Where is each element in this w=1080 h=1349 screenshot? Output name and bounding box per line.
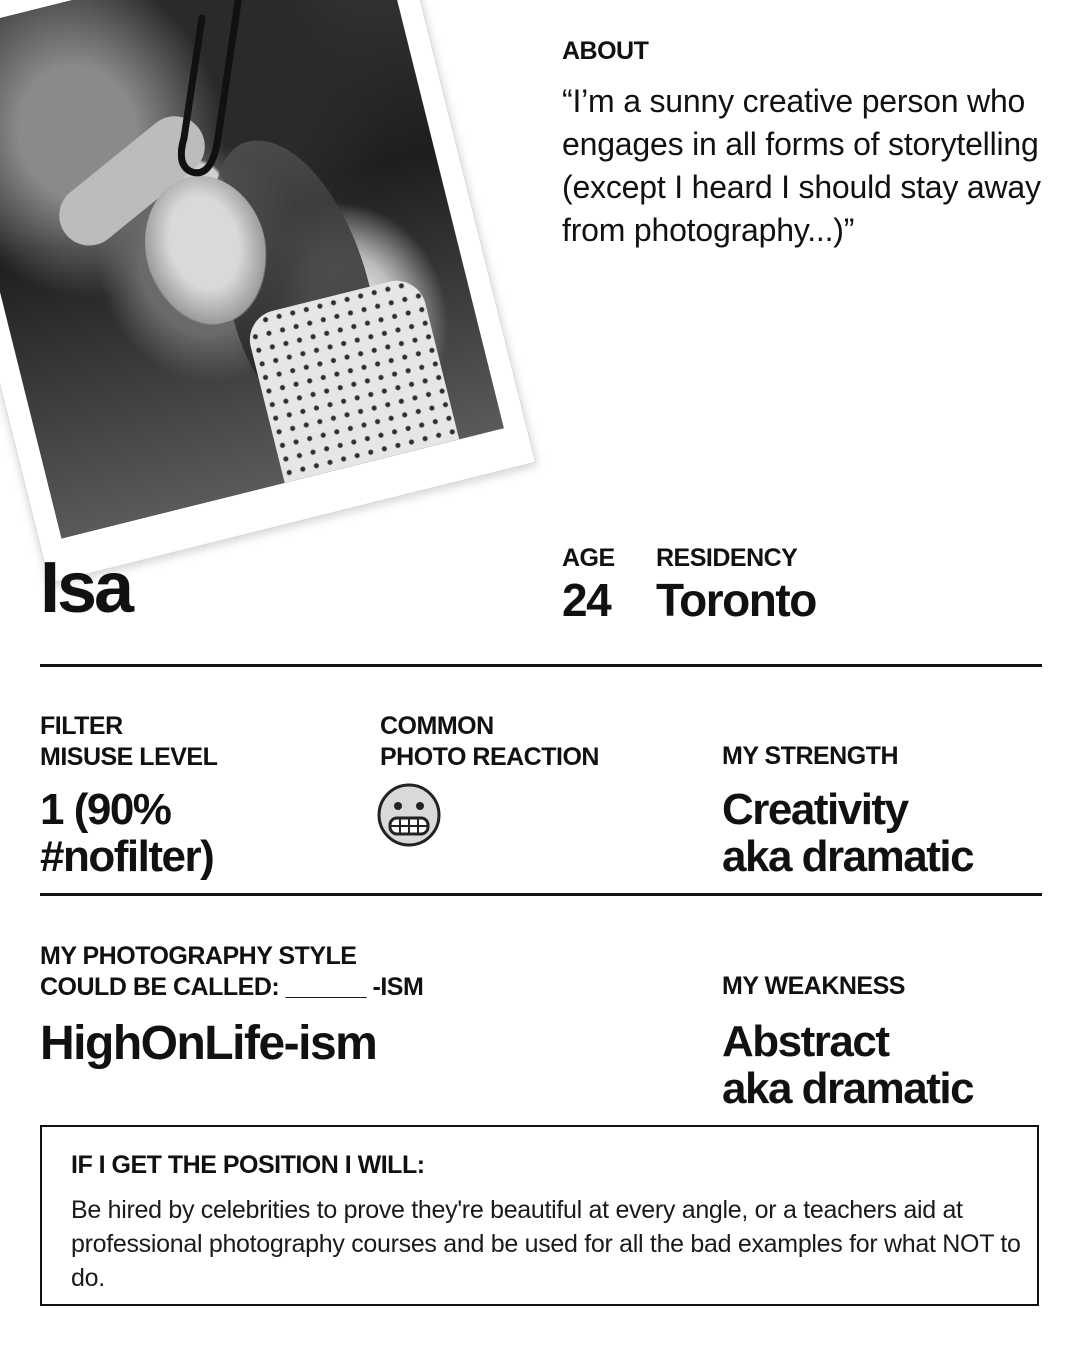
position-box bbox=[40, 1125, 1039, 1306]
style-label-line2: COULD BE CALLED: ______ -ISM bbox=[40, 973, 424, 1001]
filter-value bbox=[40, 786, 360, 880]
filter-label-line1: FILTER bbox=[40, 712, 123, 740]
age-label: AGE bbox=[562, 544, 615, 572]
weakness-label: MY WEAKNESS bbox=[722, 972, 905, 1000]
filter-value-line1: 1 (90% bbox=[40, 785, 171, 834]
filter-label-line2: MISUSE LEVEL bbox=[40, 743, 218, 771]
paperclip-icon bbox=[178, 0, 258, 198]
photo-reaction-label bbox=[380, 711, 700, 773]
weakness-value bbox=[722, 1018, 1062, 1112]
residency-label: RESIDENCY bbox=[656, 544, 798, 572]
grimacing-face-icon bbox=[376, 782, 442, 848]
filter-label bbox=[40, 711, 340, 773]
divider bbox=[40, 664, 1042, 667]
strength-value-line1: Creativity bbox=[722, 785, 908, 834]
strength-value-line2: aka dramatic bbox=[722, 832, 974, 881]
style-value: HighOnLife-ism bbox=[40, 1017, 377, 1070]
style-label bbox=[40, 941, 640, 1003]
strength-value bbox=[722, 786, 1062, 880]
position-label: IF I GET THE POSITION I WILL: bbox=[71, 1151, 425, 1179]
about-label: ABOUT bbox=[562, 37, 649, 65]
weakness-value-line2: aka dramatic bbox=[722, 1064, 974, 1113]
weakness-value-line1: Abstract bbox=[722, 1017, 889, 1066]
profile-photo-frame bbox=[0, 0, 536, 584]
age-value: 24 bbox=[562, 574, 611, 626]
residency-value: Toronto bbox=[656, 574, 816, 626]
filter-value-line2: #nofilter) bbox=[40, 832, 214, 881]
position-text: Be hired by celebrities to prove they're beautiful at every angle, or a teachers aid at professional photography courses and be used for all the bad examples for what NOT to do. bbox=[71, 1196, 1021, 1292]
about-text: “I’m a sunny creative person who engages in all forms of storytelling (except I heard I should stay away from photography...)” bbox=[562, 83, 1041, 248]
profile-name: Isa bbox=[40, 548, 132, 628]
photo-reaction-label-line2: PHOTO REACTION bbox=[380, 743, 599, 771]
divider bbox=[40, 893, 1042, 896]
strength-label: MY STRENGTH bbox=[722, 742, 898, 770]
photo-reaction-label-line1: COMMON bbox=[380, 712, 494, 740]
style-label-line1: MY PHOTOGRAPHY STYLE bbox=[40, 942, 357, 970]
